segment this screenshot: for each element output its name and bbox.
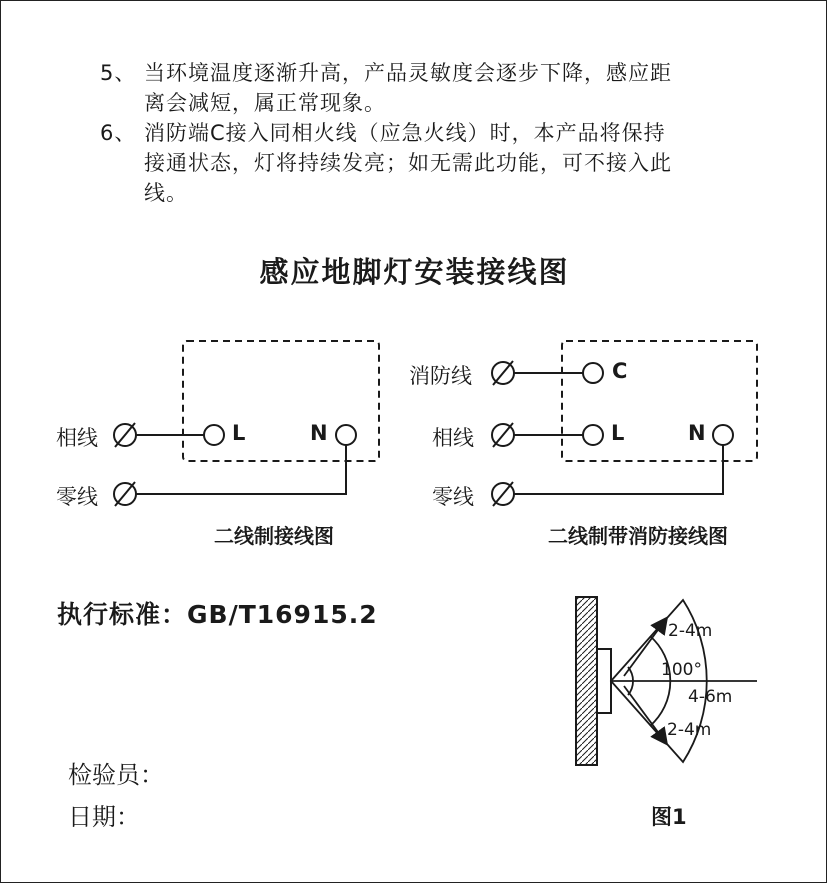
fire-terminal-icon [492,361,514,385]
neutral-terminal-icon [114,482,136,506]
neutral-wire [514,445,723,494]
phase-label: 相线 [432,426,474,450]
terminal-l-label: L [232,421,246,445]
note-number: 5、 [100,61,137,85]
range-upper-label: 2-4m [668,621,713,641]
terminal-n-label: N [310,421,328,445]
terminal-n-icon [713,425,733,445]
range-center-label: 4-6m [688,687,733,707]
left-diagram-caption: 二线制接线图 [214,524,334,548]
note-line: 接通状态，灯将持续发亮；如无需此功能，可不接入此 [144,151,672,175]
neutral-label: 零线 [56,485,98,509]
sensor-box-left [183,341,379,461]
fire-label: 消防线 [409,364,472,388]
note-line: 消防端C接入同相火线（应急火线）时，本产品将保持 [144,121,666,145]
neutral-wire [136,445,346,494]
angle-label: 100° [661,660,702,680]
note-line: 当环境温度逐渐升高，产品灵敏度会逐步下降，感应距 [144,61,672,85]
terminal-l-icon [583,425,603,445]
sensor-device-icon [597,649,611,713]
note-line: 离会减短，属正常现象。 [144,91,386,115]
phase-label: 相线 [56,426,98,450]
inspector-label: 检验员： [68,761,164,789]
note-number: 6、 [100,121,137,145]
terminal-n-label: N [688,421,706,445]
terminal-n-icon [336,425,356,445]
date-label: 日期： [68,803,140,831]
terminal-c-label: C [612,359,628,383]
terminal-l-label: L [611,421,625,445]
figure-caption: 图1 [651,805,687,829]
neutral-label: 零线 [432,485,474,509]
diagram-title: 感应地脚灯安装接线图 [259,255,570,289]
phase-terminal-icon [492,423,514,447]
terminal-l-icon [204,425,224,445]
phase-terminal-icon [114,423,136,447]
range-lower-label: 2-4m [667,720,712,740]
standard-text: 执行标准：GB/T16915.2 [57,600,378,629]
neutral-terminal-icon [492,482,514,506]
right-diagram-caption: 二线制带消防接线图 [548,524,728,548]
wall-icon [576,597,597,765]
terminal-c-icon [583,363,603,383]
note-line: 线。 [144,181,188,205]
